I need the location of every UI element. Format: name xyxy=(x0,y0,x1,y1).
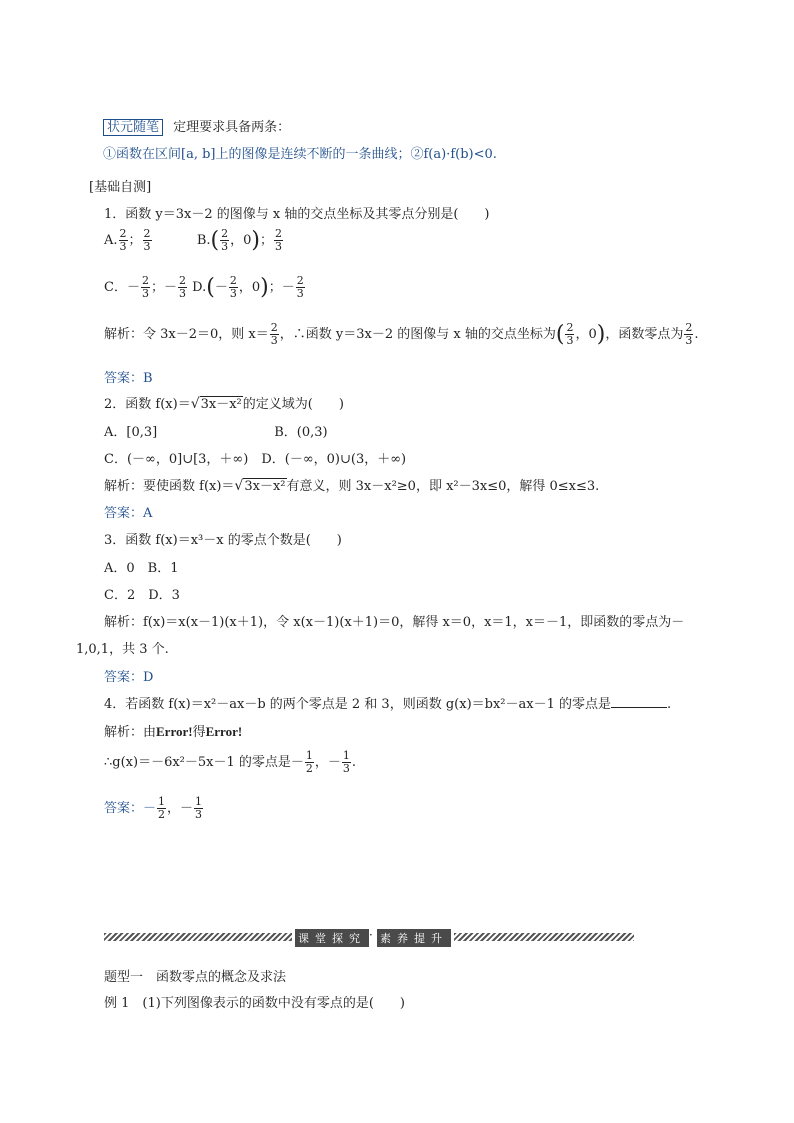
q2-stem: 2．函数 f(x)＝√3x－x²的定义域为( ) xyxy=(104,396,344,412)
q2-answer: 答案：A xyxy=(104,506,153,521)
example-1: 例 1 (1)下列图像表示的函数中没有零点的是( ) xyxy=(104,996,405,1011)
q4-answer: 答案：－ $\frac{1}{2}$ ，－ $\frac{1}{3}$ xyxy=(104,795,203,821)
q3-answer: 答案：D xyxy=(104,670,154,685)
q1-options-ab: A. $\frac{2}{3}$ ； $\frac{2}{3}$ B.( $\frac{2}{3}$ ，0)； $\frac{2}{3}$ xyxy=(104,227,282,253)
banner-left-rule xyxy=(104,933,292,941)
q1-answer: 答案：B xyxy=(104,371,153,386)
banner-right-label: 素养提升 xyxy=(377,929,451,947)
q2-solution: 解析：要使函数 f(x)＝√3x－x²有意义，则 3x－x²≥0，即 x²－3x≤0，解得 0≤x≤3. xyxy=(104,478,600,494)
q3-options-cd: C．2 D．3 xyxy=(104,588,180,603)
q2-options-cd: C．(－∞，0]∪[3，＋∞) D．(－∞，0)∪(3，＋∞) xyxy=(104,452,407,467)
q4-solution: 解析：由Error!得Error! xyxy=(104,724,243,740)
banner-left-label: 课堂探究 xyxy=(295,929,369,947)
note-header xyxy=(103,116,290,135)
q3-solution-line1: 解析：f(x)＝x(x－1)(x＋1)，令 x(x－1)(x＋1)＝0，解得 x＝0，x＝1，x＝－1，即函数的零点为－ xyxy=(104,615,685,630)
q3-stem: 3．函数 f(x)＝x³－x 的零点个数是( ) xyxy=(104,533,342,548)
banner-dot: · xyxy=(369,928,373,942)
q1-options-cd: C．－ $\frac{2}{3}$ ；－ $\frac{2}{3}$ D.(－ $\frac{2}{3}$ ，0)；－ $\frac{2}{3}$ xyxy=(104,274,304,300)
q2-options-ab: A．[0,3] B．(0,3) xyxy=(104,425,328,440)
note-line: ①函数在区间[a, b]上的图像是连续不断的一条曲线；②f(a)·f(b)<0. xyxy=(103,147,497,162)
topic-heading: 题型一 函数零点的概念及求法 xyxy=(104,970,287,985)
q4-conclusion: ∴g(x)＝－6x²－5x－1 的零点是－ $\frac{1}{2}$ ，－ $\frac{1}{3}$ . xyxy=(104,749,357,775)
q3-options-ab: A．0 B．1 xyxy=(104,561,179,576)
q3-solution-line2: 1,0,1，共 3 个. xyxy=(76,642,169,657)
note-tag: 状元随笔 xyxy=(103,119,163,136)
banner-right-rule xyxy=(454,933,634,941)
q4-blank xyxy=(611,695,667,708)
q1-opt-b: B. xyxy=(196,233,211,248)
q1-solution: 解析：令 3x－2＝0，则 x＝ $\frac{2}{3}$ ，∴函数 y＝3x－2 的图像与 x 轴的交点坐标为( $\frac{2}{3}$ ，0)，函数零点为 $\frac{2}{3}$ . xyxy=(104,321,699,347)
q1-stem: 1．函数 y＝3x－2 的图像与 x 轴的交点坐标及其零点分别是( ) xyxy=(104,207,490,222)
q1-opt-d: D. xyxy=(192,280,207,295)
q1-opt-c: C．－ xyxy=(104,280,140,295)
q1-opt-a: A. xyxy=(104,233,118,248)
section-title: [基础自测] xyxy=(89,180,152,195)
q4-stem: 4．若函数 f(x)＝x²－ax－b 的两个零点是 2 和 3，则函数 g(x)＝bx²－ax－1 的零点是 . xyxy=(104,697,672,712)
note-intro: 定理要求具备两条： xyxy=(173,120,291,135)
